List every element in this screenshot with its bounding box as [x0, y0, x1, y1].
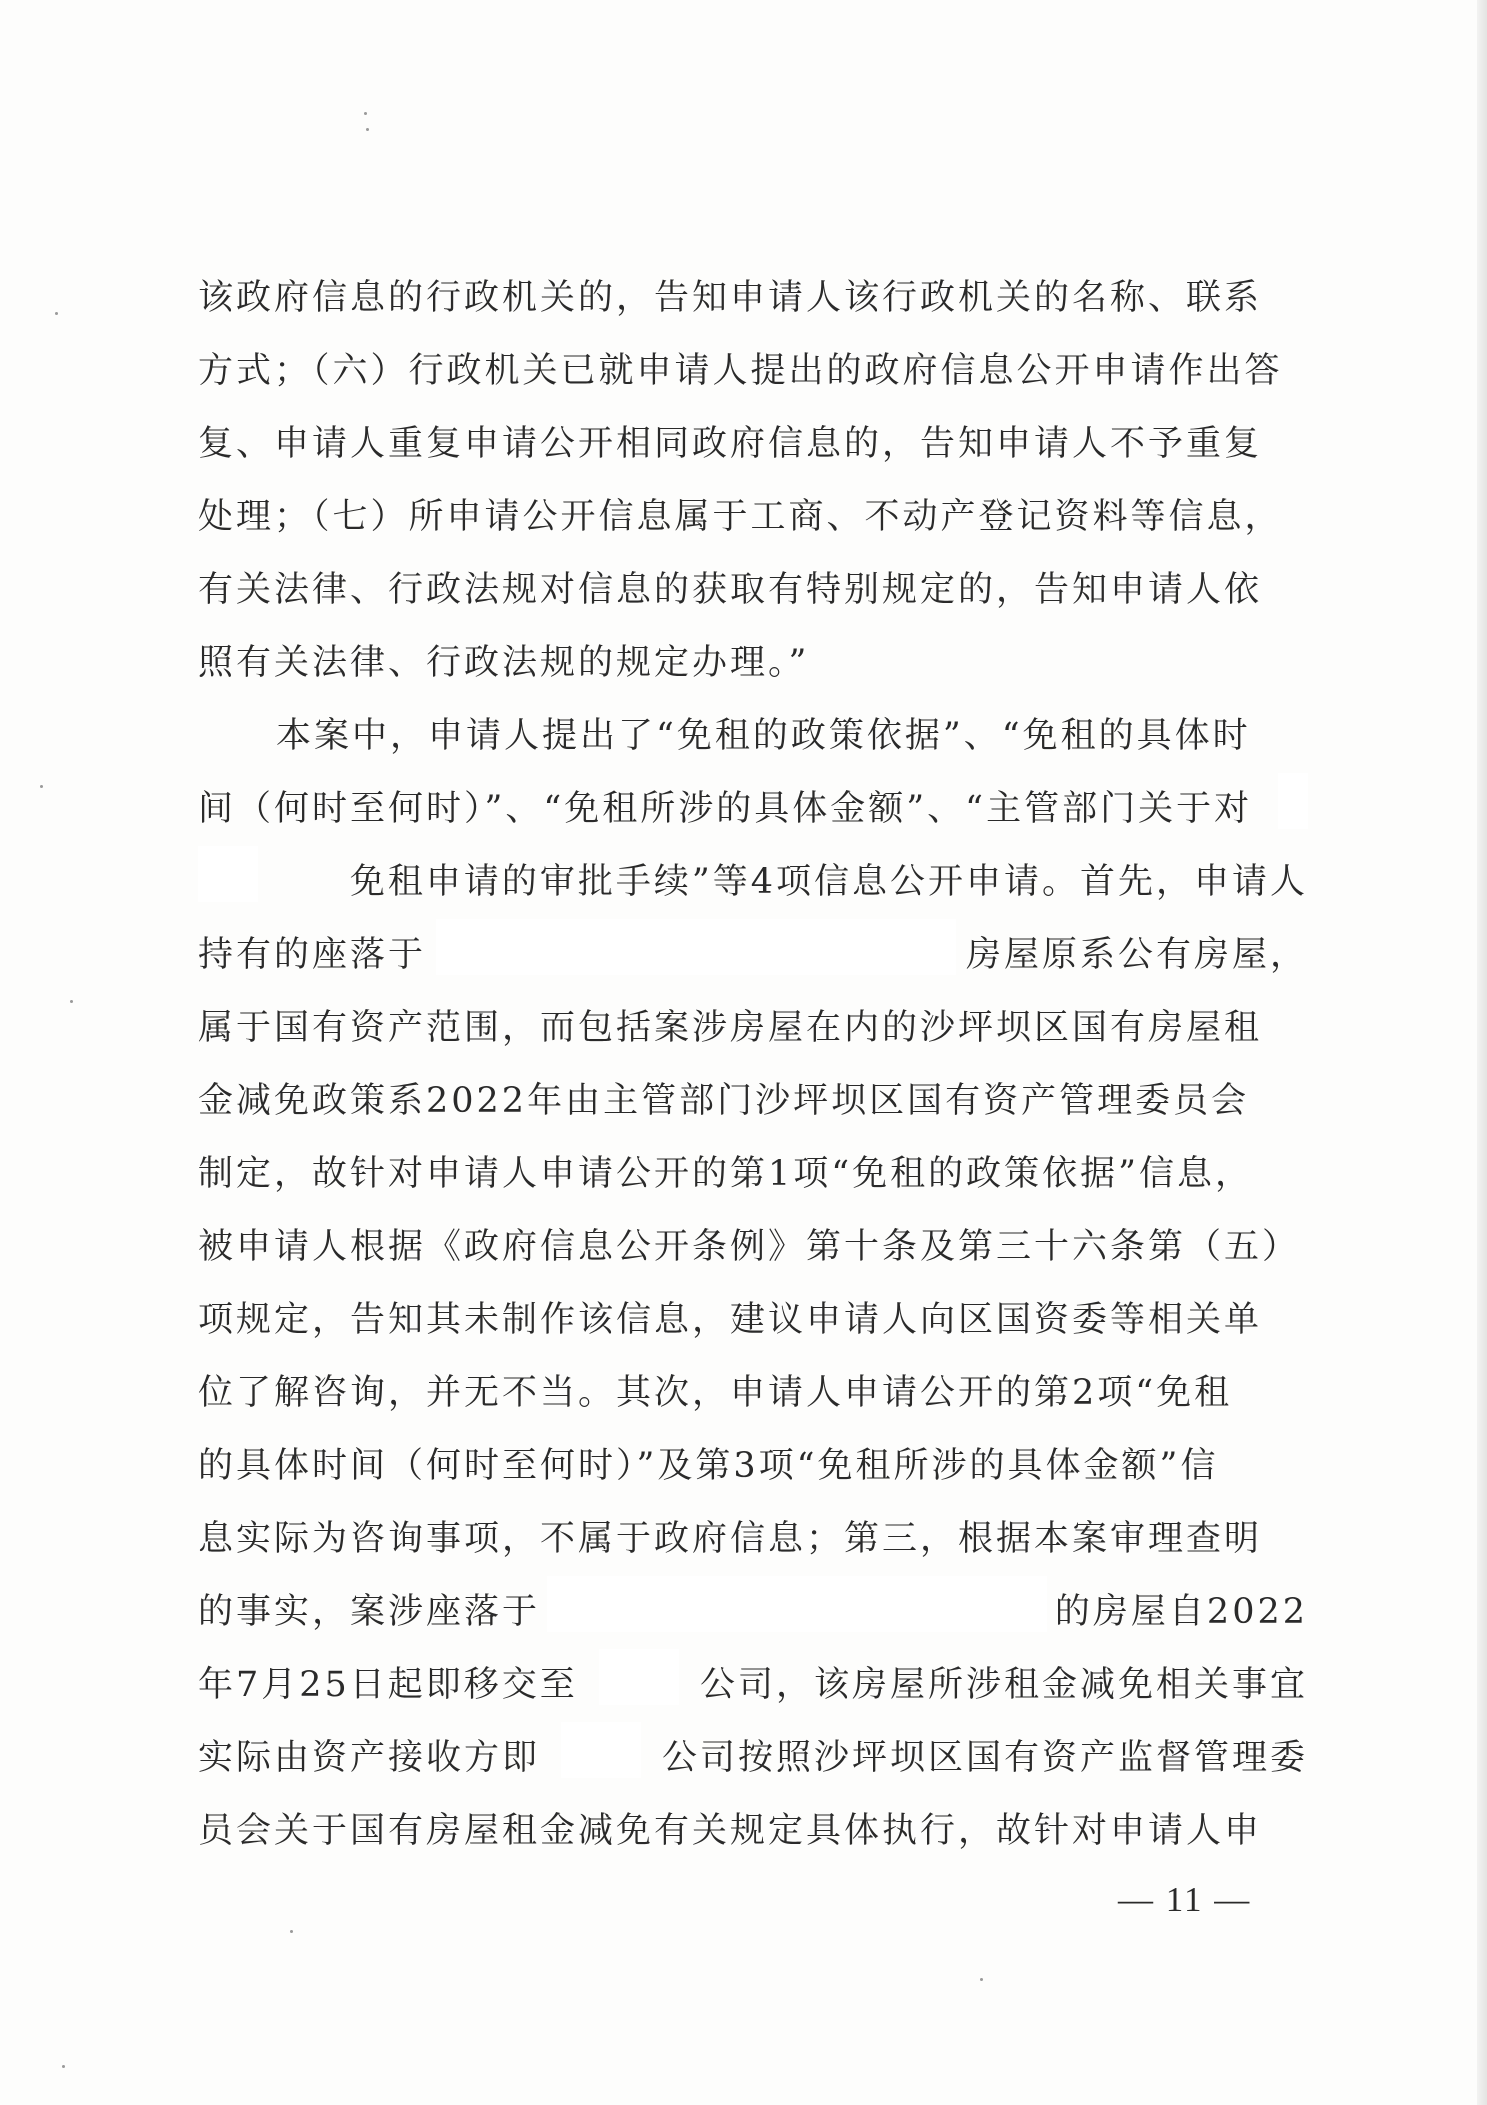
scan-speck — [290, 1930, 293, 1933]
redaction-box — [561, 1722, 641, 1778]
text-line — [198, 1065, 1308, 1138]
text-segment: 照有关法律、行政法规的规定办理。” — [198, 643, 810, 683]
text-segment: 本案中，申请人提出了“免租的政策依据”、“免租的具体时 — [276, 716, 1251, 756]
redaction-box — [436, 919, 956, 975]
text-line — [198, 1722, 1308, 1795]
text-segment: 持有的座落于 — [198, 935, 427, 975]
text-segment: 方式；（六）行政机关已就申请人提出的政府信息公开申请作出答 — [198, 351, 1283, 391]
scan-speck — [70, 1000, 73, 1003]
redaction-box — [1278, 773, 1308, 829]
text-line — [198, 335, 1308, 408]
text-line — [198, 1284, 1308, 1357]
paragraph-first-line — [198, 700, 1308, 773]
text-segment: 属于国有资产范围，而包括案涉房屋在内的沙坪坝区国有房屋租 — [198, 1008, 1263, 1048]
text-line — [198, 1211, 1308, 1284]
scan-speck — [40, 785, 43, 788]
text-segment: 息实际为咨询事项，不属于政府信息；第三，根据本案审理查明 — [198, 1519, 1263, 1559]
redaction-box — [547, 1576, 1047, 1632]
text-line — [198, 627, 1308, 700]
text-segment: 制定，故针对申请人申请公开的第1项“免租的政策依据”信息， — [198, 1154, 1254, 1194]
text-line — [198, 846, 1308, 919]
scan-speck — [364, 112, 367, 115]
scan-speck — [62, 2065, 65, 2068]
text-line — [198, 1503, 1308, 1576]
text-line — [198, 1576, 1308, 1649]
scan-speck — [980, 1978, 983, 1981]
redaction-box — [599, 1649, 679, 1705]
text-segment: 被申请人根据《政府信息公开条例》第十条及第三十六条第（五） — [198, 1227, 1301, 1267]
text-segment: 的事实，案涉座落于 — [198, 1592, 541, 1632]
text-segment: 的房屋自2022 — [1054, 1592, 1308, 1632]
redaction-box — [198, 846, 258, 902]
text-segment: 该政府信息的行政机关的，告知申请人该行政机关的名称、联系 — [198, 278, 1263, 318]
text-segment: 公司按照沙坪坝区国有资产监督管理委 — [661, 1738, 1308, 1778]
text-line — [198, 1357, 1308, 1430]
text-segment: 间（何时至何时）”、“免租所涉的具体金额”、“主管部门关于对 — [198, 789, 1253, 829]
scan-speck — [55, 312, 58, 315]
text-line — [198, 554, 1308, 627]
text-line — [198, 1430, 1308, 1503]
page-number: — 11 — — [1118, 1880, 1252, 1919]
text-line — [198, 1138, 1308, 1211]
text-segment: 位了解咨询，并无不当。其次，申请人申请公开的第2项“免租 — [198, 1373, 1233, 1413]
text-line — [198, 408, 1308, 481]
text-segment: 实际由资产接收方即 — [198, 1738, 541, 1778]
text-segment: 项规定，告知其未制作该信息，建议申请人向区国资委等相关单 — [198, 1300, 1263, 1340]
text-segment: 金减免政策系2022年由主管部门沙坪坝区国有资产管理委员会 — [198, 1081, 1250, 1121]
text-segment: 员会关于国有房屋租金减免有关规定具体执行，故针对申请人申 — [198, 1811, 1263, 1851]
scan-speck — [366, 128, 369, 131]
text-segment: 复、申请人重复申请公开相同政府信息的，告知申请人不予重复 — [198, 424, 1263, 464]
text-line — [198, 262, 1308, 335]
text-line — [198, 992, 1308, 1065]
text-line — [198, 481, 1308, 554]
text-segment: 公司，该房屋所涉租金减免相关事宜 — [699, 1665, 1308, 1705]
text-segment: 的具体时间（何时至何时）”及第3项“免租所涉的具体金额”信 — [198, 1446, 1219, 1486]
text-line — [198, 1649, 1308, 1722]
text-line — [198, 1795, 1308, 1868]
text-line — [198, 773, 1308, 846]
text-segment: 有关法律、行政法规对信息的获取有特别规定的，告知申请人依 — [198, 570, 1263, 610]
text-line — [198, 919, 1308, 992]
text-segment: 免租申请的审批手续”等4项信息公开申请。首先，申请人 — [349, 862, 1308, 902]
text-segment: 年7月25日起即移交至 — [198, 1665, 578, 1705]
text-segment: 房屋原系公有房屋， — [965, 935, 1308, 975]
scan-edge — [1477, 0, 1487, 2105]
text-segment: 处理；（七）所申请公开信息属于工商、不动产登记资料等信息， — [198, 497, 1283, 537]
body-text — [198, 262, 1308, 1868]
